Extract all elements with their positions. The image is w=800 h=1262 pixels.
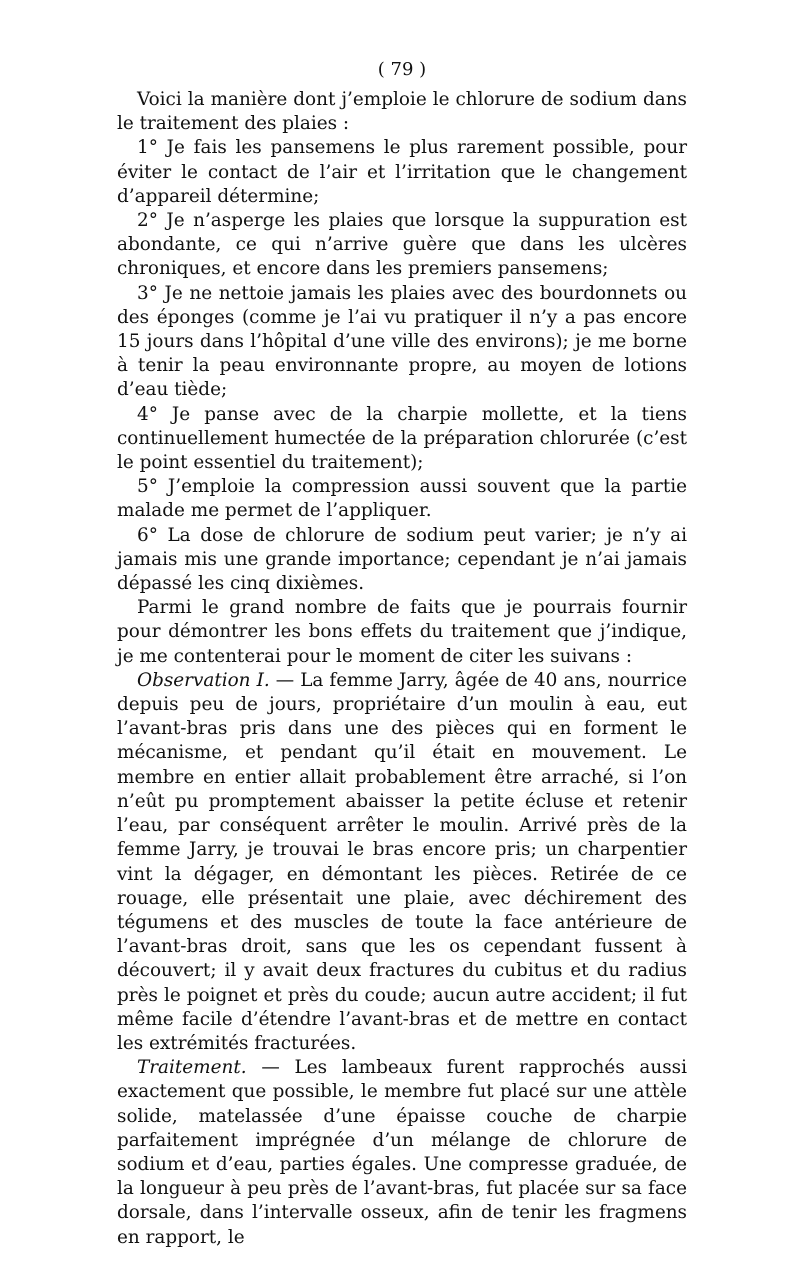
paragraph-text: — La femme Jarry, âgée de 40 ans, nourrice depuis peu de jours, propriétaire d’un moulin à eau, eut l’avant-bras pris dans une des pièces qui en forment le mécanisme, et pendant qu’il était en mouvement. Le membre en entier allait probablement être arraché, si l’on n’eût pu promptement abaisser la petite écluse et retenir l’eau, par conséquent arrêter le moulin. Arrivé près de la femme Jarry, je trouvai le bras encore pris; un charpentier vint la dégager, en démontant les pièces. Retirée de ce rouage, elle présentait une plaie, avec déchirement des tégumens et des muscles de toute la face antérieure de l’avant-bras droit, sans que les os cependant fussent à découvert; il y avait deux fractures du cubitus et du radius près le poignet et près du coude; aucun autre accident; il fut même facile d’étendre l’avant-bras et de mettre en contact les extrémités fracturées. [117, 669, 688, 1054]
paragraph-rule-2 [117, 209, 687, 282]
page-number: ( 79 ) [377, 59, 427, 80]
paragraph-rule-6 [117, 524, 687, 597]
observation-heading: Observation I. [137, 669, 270, 691]
paragraph-rule-3 [117, 282, 687, 403]
paragraph-text: 6° La dose de chlorure de sodium peut varier; je n’y ai jamais mis une grande importance; cependant je n’ai jamais dépassé les cinq dixièmes. [117, 524, 687, 595]
paragraph-rule-5 [117, 475, 687, 523]
paragraph-transition [117, 596, 687, 669]
paragraph-treatment [117, 1056, 687, 1250]
paragraph-text: Voici la manière dont j’emploie le chlorure de sodium dans le traitement des plaies : [117, 89, 687, 135]
paragraph-text: 1° Je fais les pansemens le plus rarement possible, pour éviter le contact de l’air et l’irritation que le changement d’appareil détermine; [117, 137, 687, 207]
paragraph-text: 2° Je n’asperge les plaies que lorsque la suppuration est abondante, ce qui n’arrive guère que dans les ulcères chroniques, et encore dans les premiers pansemens; [117, 210, 687, 280]
treatment-heading: Traitement. [137, 1057, 247, 1079]
paragraph-text: 4° Je panse avec de la charpie mollette, et la tiens continuellement humectée de la préparation chlorurée (c’est le point essentiel du traitement); [117, 403, 687, 474]
paragraph-rule-4 [117, 403, 687, 476]
paragraph-text: 5° J’emploie la compression aussi souvent que la partie malade me permet de l’appliquer. [117, 476, 687, 522]
paragraph-rule-1 [117, 136, 687, 209]
paragraph-intro [117, 88, 687, 136]
paragraph-text: Parmi le grand nombre de faits que je pourrais fournir pour démontrer les bons effets du traitement que j’indique, je me contenterai pour le moment de citer les suivans : [117, 597, 687, 667]
paragraph-text: — Les lambeaux furent rapprochés aussi exactement que possible, le membre fut placé sur une attèle solide, matelassée d’une épaisse couche de charpie parfaitement imprégnée d’un mélange de chlorure de sodium et d’eau, parties égales. Une compresse graduée, de la longueur à peu près de l’avant-bras, fut placée sur sa face dorsale, dans l’intervalle osseux, afin de tenir les fragmens en rapport, le [117, 1057, 687, 1248]
paragraph-text: 3° Je ne nettoie jamais les plaies avec des bourdonnets ou des éponges (comme je l’ai vu pratiquer il n’y a pas encore 15 jours dans l’hôpital d’une ville des environs); je me borne à tenir la peau environnante propre, au moyen de lotions d’eau tiède; [117, 282, 687, 401]
book-page [117, 58, 687, 1250]
paragraph-observation [117, 669, 687, 1056]
